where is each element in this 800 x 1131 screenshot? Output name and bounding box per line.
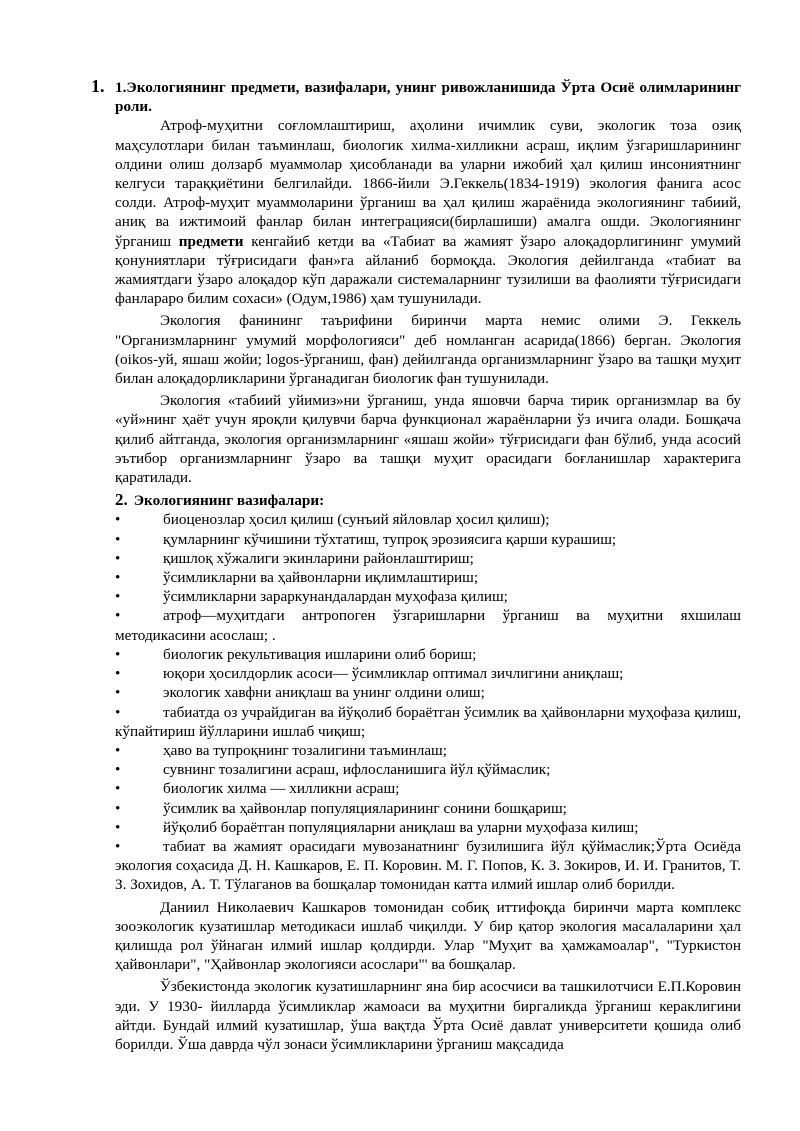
bullet-text: биологик рекультивация ишларини олиб бориш; [163,645,477,663]
bullet-item [115,837,741,895]
bullet-symbol: • [115,607,121,625]
bullet-item [115,799,741,818]
bullet-text: юқори ҳосилдорлик асоси— ўсимликлар оптимал зичлигини аниқлаш; [163,665,624,683]
bullet-item [115,760,741,779]
bullet-symbol: • [115,569,121,587]
section-heading-1 [91,76,741,116]
bullet-symbol: • [115,511,121,529]
bullet-text: биологик хилма — хилликни асраш; [163,780,400,798]
bullet-item [115,568,741,587]
paragraph-2: Экология фанининг таърифини биринчи марта немис олими Э. Геккель "Организмларнинг умумий морфологияси" деб номланган асарида(1866) берган. Экология (oikos-уй, яшаш жойи; logos-ўрганиш, фан) дейилганда организмларнинг ўзаро ва ташқи муҳит билан алоқадорликларини ўрганадиган биологик фан тушунилади. [115,312,741,388]
bullet-symbol: • [115,799,121,817]
bullet-item [115,645,741,664]
bullet-item [115,530,741,549]
bullet-text: қумларнинг кўчишини тўхтатиш, тупроқ эрозиясига қарши курашиш; [163,530,617,548]
paragraph-1-text: Атроф-муҳитни соғломлаштириш, аҳолини ичимлик суви, экологик тоза озиқ маҳсулотлари билан таъминлаш, биологик хилма-хилликни асраш, иқлим ўзгаришларининг олдини олиш долзарб муаммолар ҳисобланади ва уларни ижобий ҳал қилиш инсониятнинг келгуси тараққиётини белгилайди. 1866-йили Э.Геккель(1834-1919) экология фанига асос солди. Атроф-муҳит муаммоларини ўрганиш ва ҳал қилиш жараёнида экологиянинг табиий, аниқ ва ижтимоий фанлар билан интеграцияси(бирлашиши) амалга ошди. Экологиянинг ўрганиш [115,117,741,250]
bullet-item [115,549,741,568]
bullet-symbol: • [115,684,121,702]
paragraph-1 [115,116,741,308]
bullet-symbol: • [115,665,121,683]
bullet-text: табиат ва жамият орасидаги мувозанатнинг бузилишига йўл қўймаслик;Ўрта Осиёда экология соҳасида Д. Н. Кашкаров, Е. П. Коровин. М. Г. Попов, К. З. Зокиров, И. И. Гранитов, Т. З. Зохидов, А. Т. Тўлаганов ва бошқалар томонидан катта илмий ишлар олиб борилди. [115,837,741,894]
bullet-item [115,587,741,606]
section-heading-2 [115,490,741,510]
bullet-symbol: • [115,588,121,606]
bullet-symbol: • [115,530,121,548]
bullet-symbol: • [115,761,121,779]
tasks-bullet-list [115,510,741,894]
bullet-symbol: • [115,837,121,855]
bullet-item [115,741,741,760]
paragraph-3: Экология «табиий уйимиз»ни ўрганиш, унда яшовчи барча тирик организмлар ва бу «уй»нинг ҳаёт учун яроқли қилувчи барча функционал жараёнларни ўз ичига олади. Бошқача қилиб айтганда, экология организмларнинг «яшаш жойи» тўғрисидаги фан бўлиб, унда асосий эътибор организмларнинг ўзаро ва ташқи муҳит орасидаги боғланишлар характерига қаратилади. [115,392,741,487]
bullet-text: биоценозлар ҳосил қилиш (сунъий яйловлар ҳосил қилиш); [163,511,550,529]
heading-number: 1. [91,76,105,96]
bullet-text: ўсимликларни ва ҳайвонларни иқлимлаштириш; [163,569,479,587]
bullet-text: йўқолиб бораётган популяцияларни аниқлаш ва уларни муҳофаза килиш; [163,818,639,836]
bullet-text: атроф—муҳитдаги антропоген ўзгаришларни ўрганиш ва муҳитни яхшилаш методикасини асослаш; . [115,607,741,644]
bullet-symbol: • [115,645,121,663]
bullet-symbol: • [115,703,121,721]
bullet-item [115,606,741,644]
heading-2-text: Экологиянинг вазифалари: [133,492,325,510]
bullet-item [115,703,741,741]
paragraph-1-rest: кенгайиб кетди ва «Табиат ва жамият ўзаро алоқадорлигининг умумий қонуниятлари тўғрисидаги фан»га айланиб бормоқда. Экология дейилганда «табиат ва жамиятдаги ўзаро алоқадор кўп даражали системаларнинг тузилиши ва фаолияти тўғрисидаги фанлараро билим сохаси» (Одум,1986) ҳам тушунилади. [115,232,741,308]
bullet-text: экологик хавфни аниқлаш ва унинг олдини олиш; [163,684,485,702]
bullet-text: табиатда оз учрайдиган ва йўқолиб бораётган ўсимлик ва ҳайвонларни муҳофаза қилиш, кўпайтириш йўлларини ишлаб чиқиш; [115,703,741,740]
bullet-item [115,779,741,798]
bullet-item [115,818,741,837]
bullet-text: қишлоқ хўжалиги экинларини районлаштириш; [163,549,474,567]
document-page [91,76,741,1054]
paragraph-5: Ўзбекистонда экологик кузатишларнинг яна бир асосчиси ва ташкилотчиси Е.П.Коровин эди. У 1930- йилларда ўсимликлар жамоаси ва муҳитни биргаликда ўрганиш кераклигини айтди. Бундай илмий кузатишлар, ўша вақтда Ўрта Осиё давлат университети қошида олиб борилди. Ўша даврда чўл зонаси ўсимликларини ўрганиш мақсадида [115,978,741,1053]
bullet-text: ўсимлик ва ҳайвонлар популяцияларининг сонини бошқариш; [163,799,567,817]
bullet-symbol: • [115,549,121,567]
bullet-symbol: • [115,780,121,798]
paragraph-1-bold-term: предмети [178,232,244,250]
bullet-item [115,510,741,529]
paragraph-4: Даниил Николаевич Кашкаров томонидан собиқ иттифоқда биринчи марта комплекс зооэкологик кузатишлар методикаси ишлаб чиқилди. У бир қатор экология масалаларини ҳал қилишда рол ўйнаган илмий ишлар қолдирди. Улар "Муҳит ва ҳамжамоалар", "Туркистон ҳайвонлари", "Ҳайвонлар экологияси асослари"' ва бошқалар. [115,898,741,974]
bullet-text: ўсимликларни зараркунандалардан муҳофаза қилиш; [163,588,508,606]
bullet-text: сувнинг тозалигини асраш, ифлосланишига йўл қўймаслик; [163,761,551,779]
heading-2-number: 2. [115,490,128,510]
heading-text: 1.Экологиянинг предмети, вазифалари, унинг ривожланишида Ўрта Осиё олимларининг роли. [115,79,741,116]
bullet-text: ҳаво ва тупроқнинг тозалигини таъминлаш; [163,741,447,759]
bullet-item [115,664,741,683]
bullet-symbol: • [115,818,121,836]
bullet-symbol: • [115,741,121,759]
bullet-item [115,683,741,702]
